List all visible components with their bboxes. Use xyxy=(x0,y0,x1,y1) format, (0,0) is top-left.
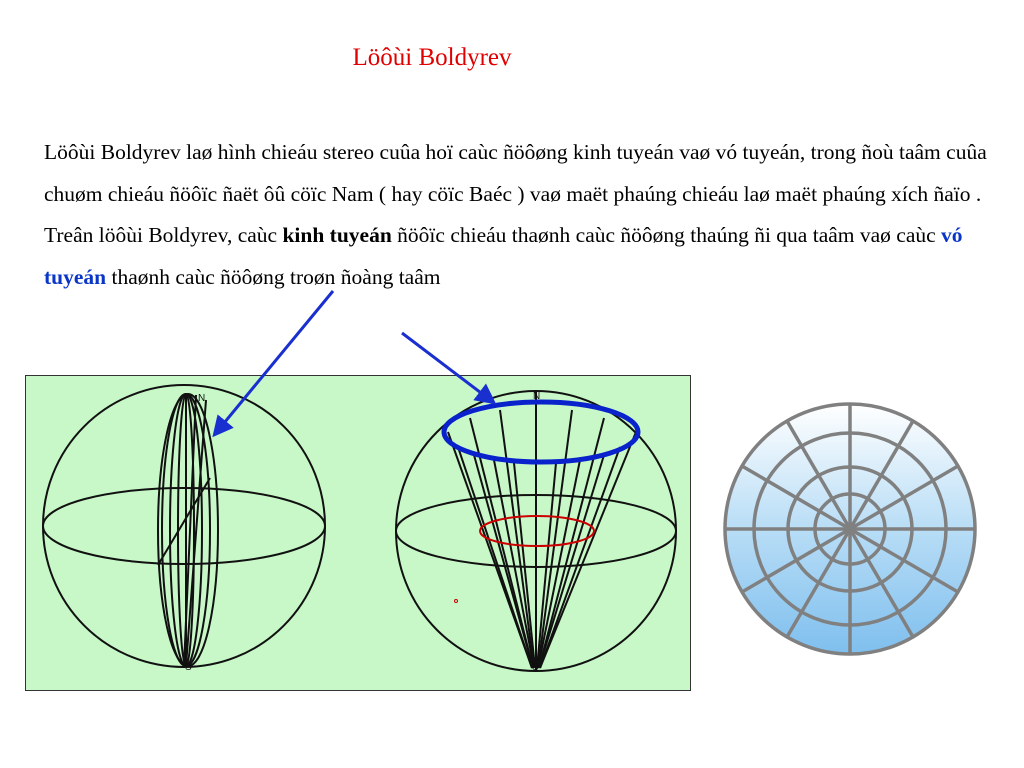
paragraph-text-3: thaønh caùc ñöôøng troøn ñoàng taâm xyxy=(106,264,441,289)
small-red-dot xyxy=(455,600,458,603)
left-south-label: S xyxy=(185,662,192,673)
meridian-arrow xyxy=(215,291,333,434)
boldyrev-net xyxy=(725,404,975,654)
parallel-sphere xyxy=(396,391,676,673)
left-north-label: N xyxy=(198,393,206,404)
meridian-sphere xyxy=(43,385,325,673)
right-south-label: S xyxy=(532,662,539,673)
right-north-label: N xyxy=(533,391,541,402)
left-sphere-outline xyxy=(43,385,325,667)
parallels-term: vó tuyeán xyxy=(44,223,963,289)
paragraph-text-2: ñöôïc chieáu thaønh caùc ñöôøng thaúng ñi qua taâm vaø caùc xyxy=(391,223,942,247)
parallel-arrow xyxy=(402,333,493,402)
slide-title: Löôùi Boldyrev xyxy=(352,44,512,71)
left-equator xyxy=(43,488,325,564)
paragraph-text-1: Löôùi Boldyrev laø hình chieáu stereo cuûa hoï caùc ñöôøng kinh tuyeán vaø vó tuyeán, trong ñoù taâm cuûa chuøm chieáu ñöôïc ñaët ôû cöïc Nam ( hay cöïc Baéc ) vaø maët phaúng chieáu laø maët phaúng xích ñaïo . Treân löôùi Boldyrev, caùc xyxy=(44,140,987,247)
meridians-term: kinh tuyeán xyxy=(282,223,392,247)
